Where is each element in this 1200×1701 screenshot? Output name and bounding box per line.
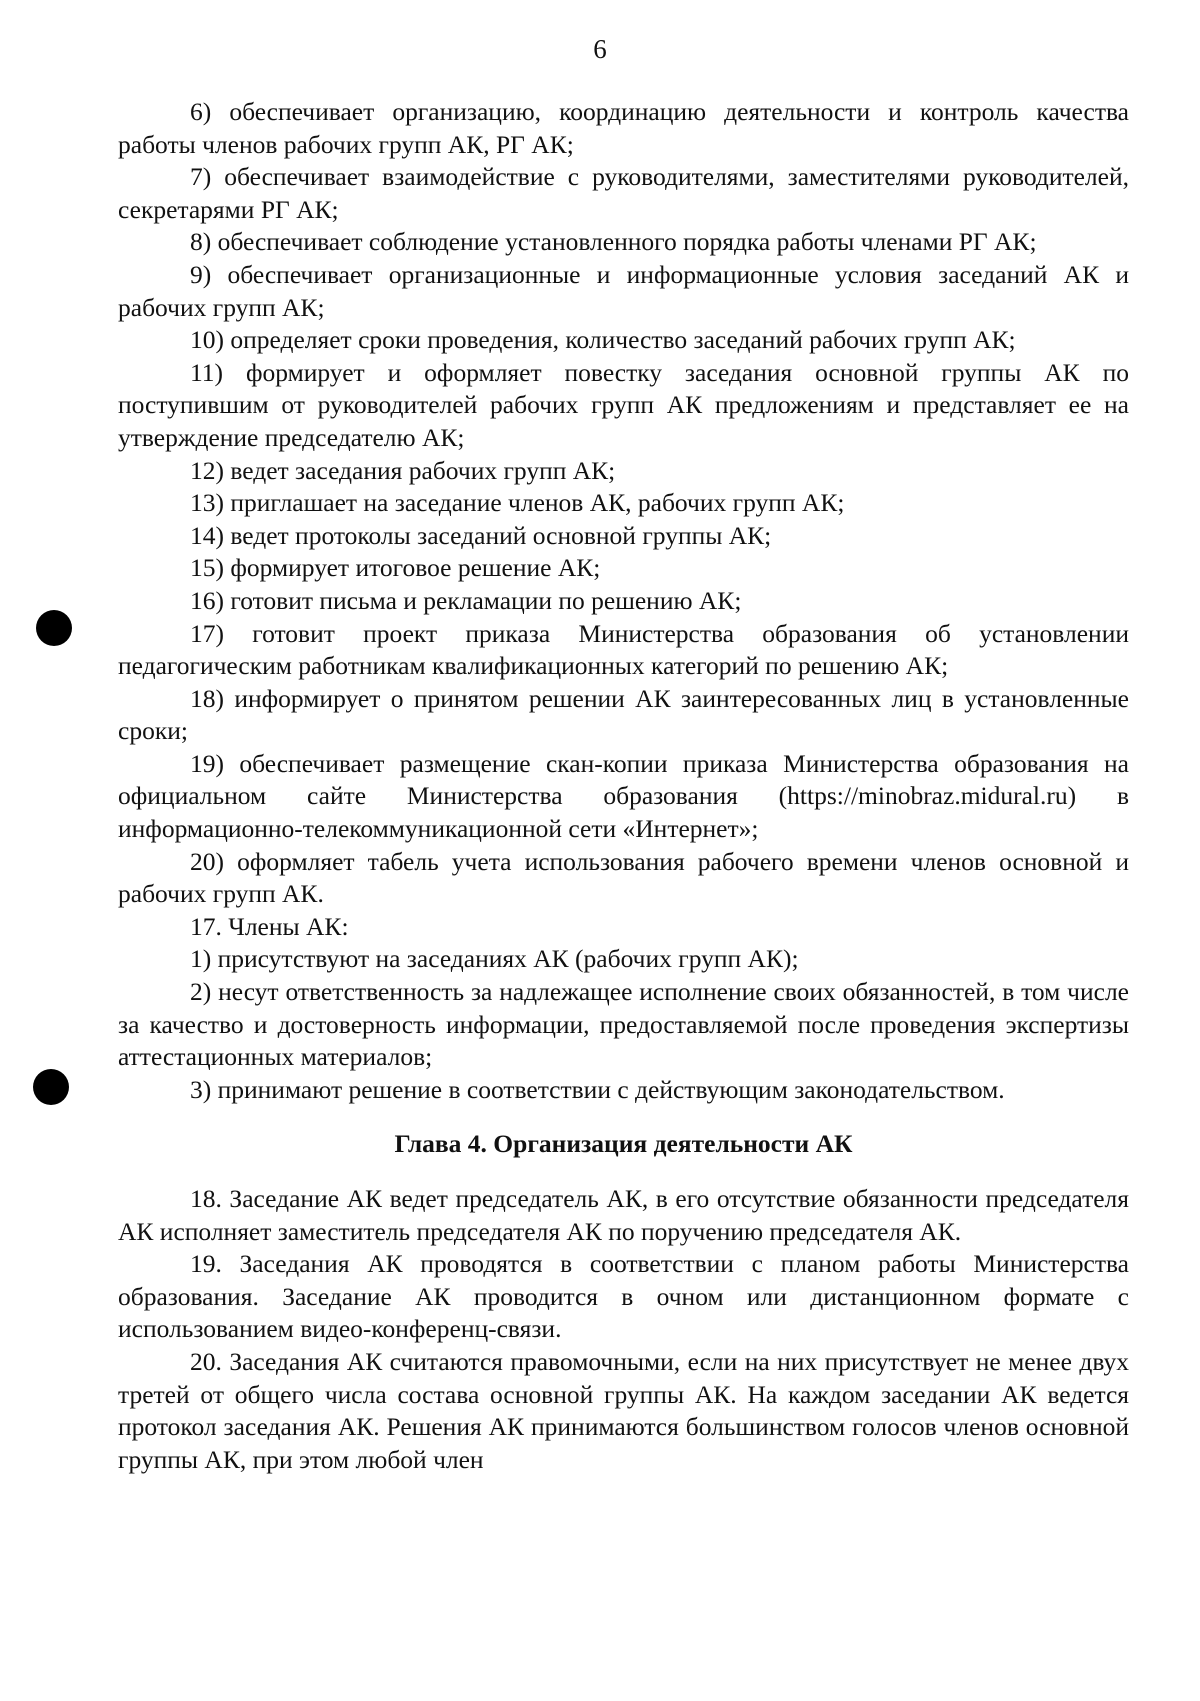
paragraph: 1) присутствуют на заседаниях АК (рабочих групп АК); [190,944,799,974]
document-body [118,96,1129,1476]
paragraph: 3) принимают решение в соответствии с действующим законодательством. [190,1074,1005,1104]
paragraph: 12) ведет заседания рабочих групп АК; [190,455,616,485]
paragraph: 19) обеспечивает размещение скан-копии приказа Министерства образования на официальном сайте Министерства образования (https://minobraz.midural.ru) в информационно-телекоммуникационной сети «Интернет»; [118,748,1129,844]
paragraph: 18. Заседание АК ведет председатель АК, в его отсутствие обязанности председателя АК исполняет заместитель председателя АК по поручению председателя АК. [118,1184,1129,1246]
paragraph: 10) определяет сроки проведения, количество заседаний рабочих групп АК; [190,325,1016,355]
paragraph: 11) формирует и оформляет повестку заседания основной группы АК по поступившим от руководителей рабочих групп АК предложениям и представляет ее на утверждение председателю АК; [118,357,1129,452]
paragraph: 7) обеспечивает взаимодействие с руководителями, заместителями руководителей, секретарями РГ АК; [118,162,1129,224]
paragraph: 6) обеспечивает организацию, координацию деятельности и контроль качества работы членов рабочих групп АК, РГ АК; [118,97,1129,159]
paragraph: 19. Заседания АК проводятся в соответствии с планом работы Министерства образования. Заседание АК проводится в очном или дистанционном формате с использованием видео-конференц-связи. [118,1249,1129,1344]
paragraph: 13) приглашает на заседание членов АК, рабочих групп АК; [190,488,845,518]
paragraph: 17) готовит проект приказа Министерства образования об установлении педагогическим работникам квалификационных категорий по решению АК; [118,618,1129,681]
punch-hole-mark [33,1069,69,1105]
paragraphs-before-heading [118,96,1129,1106]
paragraph: 2) несут ответственность за надлежащее исполнение своих обязанностей, в том числе за качество и достоверность информации, предоставляемой после проведения экспертизы аттестационных материалов; [118,977,1129,1072]
paragraph: 8) обеспечивает соблюдение установленного порядка работы членами РГ АК; [190,227,1037,257]
page-number: 6 [593,34,607,64]
paragraph: 20) оформляет табель учета использования рабочего времени членов основной и рабочих групп АК. [118,846,1129,909]
paragraph: 20. Заседания АК считаются правомочными, если на них присутствует не менее двух третей от общего числа состава основной группы АК. На каждом заседании АК ведется протокол заседания АК. Решения АК принимаются большинством голосов членов основной группы АК, при этом любой член [118,1346,1129,1474]
punch-hole-mark [36,610,72,646]
paragraph: 16) готовит письма и рекламации по решению АК; [190,585,742,615]
paragraphs-after-heading [118,1183,1129,1476]
paragraph: 15) формирует итоговое решение АК; [190,553,601,583]
chapter-heading: Глава 4. Организация деятельности АК [394,1129,853,1159]
paragraph: 14) ведет протоколы заседаний основной группы АК; [190,520,772,550]
paragraph: 17. Члены АК: [190,911,349,941]
paragraph: 9) обеспечивает организационные и информационные условия заседаний АК и рабочих групп АК; [118,259,1129,322]
paragraph: 18) информирует о принятом решении АК заинтересованных лиц в установленные сроки; [118,683,1129,746]
